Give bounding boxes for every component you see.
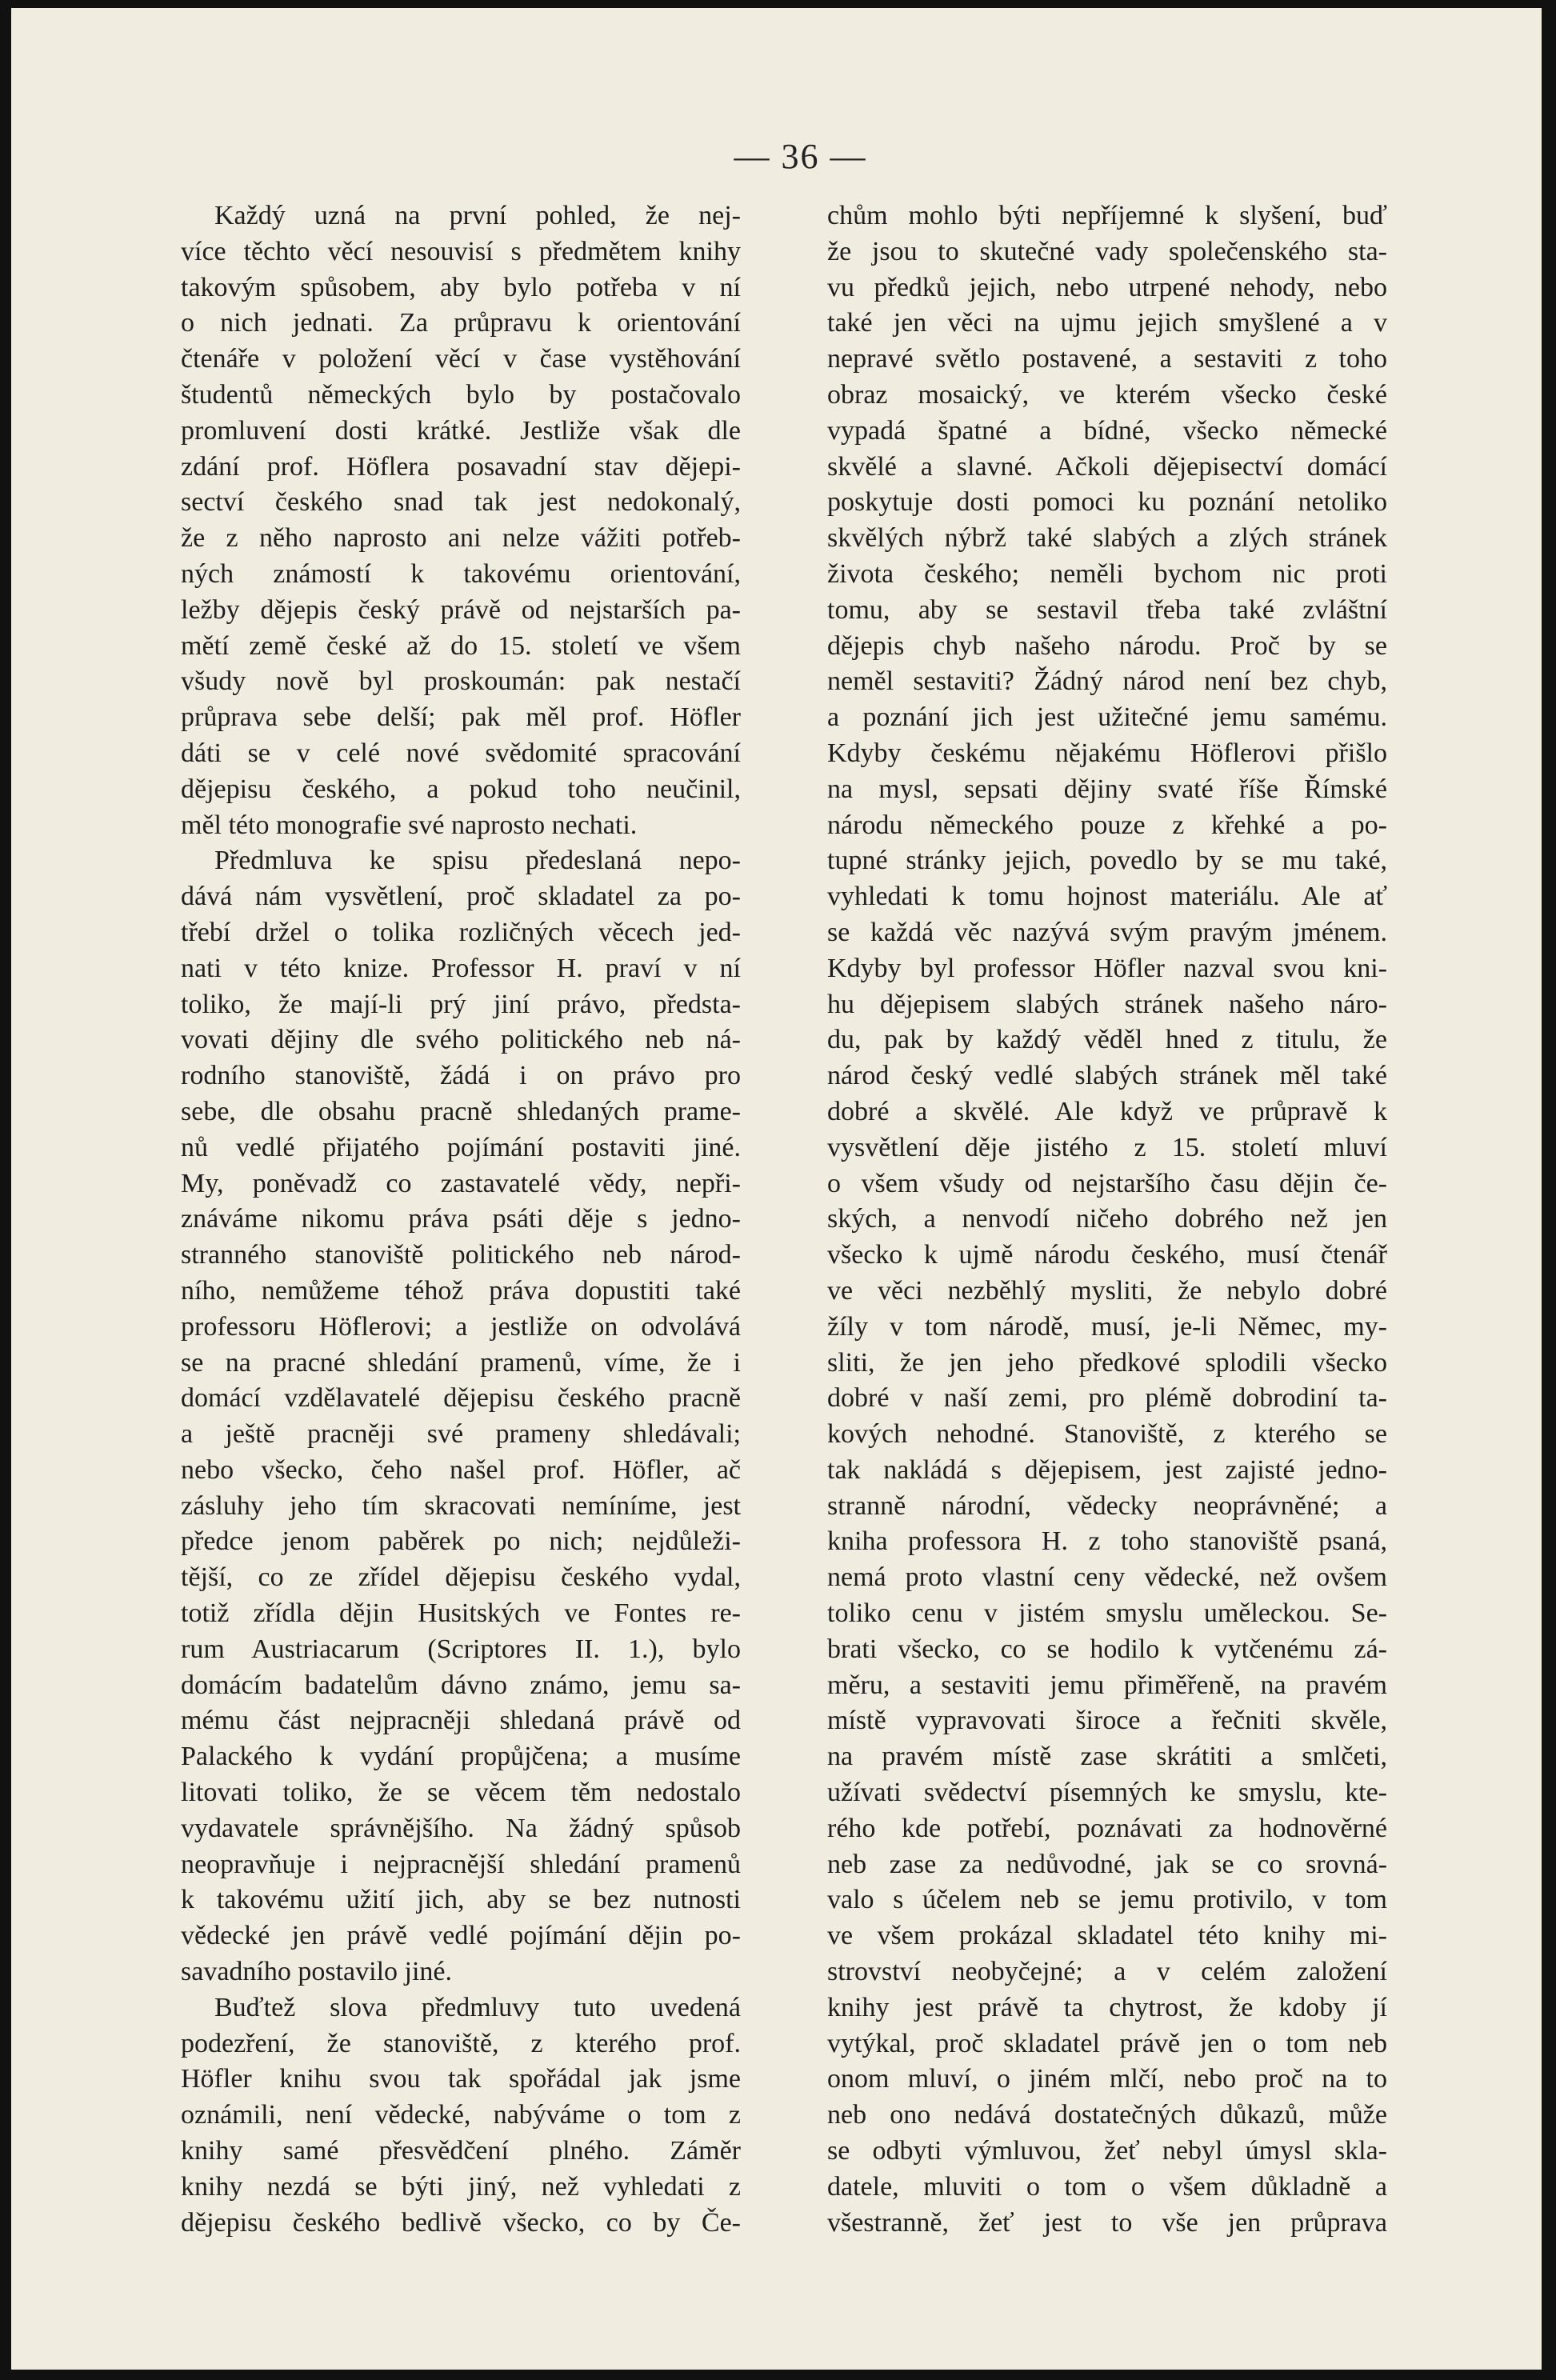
text-line: sebe, dle obsahu pracně shledaných prame- (181, 1096, 741, 1126)
text-line: rého kde potřebí, poznávati za hodnověrné (827, 1813, 1387, 1843)
text-line: brati všecko, co se hodilo k vytčenému zá- (827, 1634, 1387, 1664)
text-line: stranného stanoviště politického neb národ- (181, 1240, 741, 1270)
text-line: o všem všudy od nejstaršího času dějin če- (827, 1168, 1387, 1198)
text-line: průprava sebe delší; pak měl prof. Höfler (181, 702, 741, 733)
text-line: tější, co ze zřídel dějepisu českého vydal, (181, 1562, 741, 1593)
text-line: skvělé a slavné. Ačkoli dějepisectví domácí (827, 451, 1387, 482)
text-line: vysvětlení děje jistého z 15. století mluví (827, 1132, 1387, 1162)
text-line: domácím badatelům dávno známo, jemu sa- (181, 1670, 741, 1700)
text-line: žíly v tom národě, musí, je-li Němec, my- (827, 1311, 1387, 1342)
text-line: ve všem prokázal skladatel této knihy mi- (827, 1921, 1387, 1951)
text-line: oznámili, není vědecké, nabýváme o tom z (181, 2100, 741, 2130)
text-line: rodního stanoviště, žádá i on právo pro (181, 1061, 741, 1091)
text-line: že jsou to skutečné vady společenského sta- (827, 236, 1387, 266)
text-line: k takovému užití jich, aby se bez nutnosti (181, 1885, 741, 1915)
text-line: poskytuje dosti pomoci ku poznání netoliko (827, 487, 1387, 518)
text-line: Palackého k vydání propůjčena; a musíme (181, 1742, 741, 1772)
text-line: Každý uzná na první pohled, že nej- (214, 201, 741, 230)
text-line: ských, a nenvodí ničeho dobrého než jen (827, 1204, 1387, 1234)
text-line: zásluhy jeho tím skracovati nemíníme, jest (181, 1490, 741, 1521)
text-line: také jen věci na ujmu jejich smyšlené a v (827, 308, 1387, 338)
text-line: toliko cenu v jistém smyslu uměleckou. Se- (827, 1598, 1387, 1629)
text-line: totiž zřídla dějin Husitských ve Fontes re- (181, 1598, 741, 1629)
text-line: více těchto věcí nesouvisí s předmětem knihy (181, 236, 741, 266)
text-line: ve věci nezběhlý mysliti, že nebylo dobré (827, 1275, 1387, 1306)
text-line: strovství neobyčejné; a v celém založení (827, 1957, 1387, 1987)
text-line: předce jenom paběrek po nich; nejdůleži- (181, 1526, 741, 1557)
text-line: neb zase za nedůvodné, jak se co srovná- (827, 1849, 1387, 1879)
text-line: nebo všecko, čeho našel prof. Höfler, ač (181, 1454, 741, 1485)
text-line: onom mluví, o jiném mlčí, nebo proč na to (827, 2064, 1387, 2094)
text-line: My, poněvadž co zastavatelé vědy, nepři- (181, 1168, 741, 1198)
text-line: a ještě pracněji své prameny shledávali; (181, 1419, 741, 1450)
text-line: všecko k ujmě národu českého, musí čtenář (827, 1240, 1387, 1270)
text-line: dává nám vysvětlení, proč skladatel za po- (181, 882, 741, 912)
text-line: professoru Höflerovi; a jestliže on odvolává (181, 1311, 741, 1342)
text-line: Kdyby českému nějakému Höflerovi přišlo (827, 738, 1387, 768)
text-line: podezření, že stanoviště, z kterého prof. (181, 2028, 741, 2058)
text-line: vu předků jejich, nebo utrpené nehody, nebo (827, 272, 1387, 302)
text-line: se odbyti výmluvou, žeť nebyl úmysl skla- (827, 2136, 1387, 2166)
text-line: měl této monografie své naprosto nechati. (181, 810, 638, 840)
text-line: života českého; neměli bychom nic proti (827, 558, 1387, 589)
text-line: nemá proto vlastní ceny vědecké, než ovšem (827, 1562, 1387, 1593)
text-line: du, pak by každý věděl hned z titulu, že (827, 1025, 1387, 1055)
text-line: kových nehodné. Stanoviště, z kterého se (827, 1419, 1387, 1450)
text-line: ných známostí k takovému orientování, (181, 558, 741, 589)
text-line: obraz mosaický, ve kterém všecko české (827, 379, 1387, 410)
text-line: dáti se v celé nové svědomité spracování (181, 738, 741, 768)
text-line: národ český vedlé slabých stránek měl také (827, 1061, 1387, 1091)
text-line: skvělých nýbrž také slabých a zlých stránek (827, 523, 1387, 554)
text-line: že z něho naprosto ani nelze vážiti potřeb- (181, 523, 741, 554)
right-column (827, 198, 1387, 2241)
left-column (181, 198, 741, 2241)
text-line: chům mohlo býti nepříjemné k slyšení, buď (827, 201, 1387, 230)
text-line: knihy nezdá se býti jiný, než vyhledati z (181, 2171, 741, 2202)
text-line: národu německého pouze z křehké a po- (827, 810, 1387, 840)
text-line: znáváme nikomu práva psáti děje s jedno- (181, 1204, 741, 1234)
text-line: knihy samé přesvědčení plného. Záměr (181, 2136, 741, 2166)
text-line: na pravém místě zase skrátiti a smlčeti, (827, 1742, 1387, 1772)
text-line: knihy jest právě ta chytrost, že kdoby jí (827, 1992, 1387, 2022)
text-line: zdání prof. Höflera posavadní stav dějepi- (181, 451, 741, 482)
text-line: dobré a skvělé. Ale když ve průpravě k (827, 1096, 1387, 1126)
text-line: ležby dějepis český právě od nejstarších pa- (181, 594, 741, 625)
text-line: dějepisu českého, a pokud toho neučinil, (181, 774, 741, 804)
text-line: tak nakládá s dějepisem, jest zajisté jedno- (827, 1454, 1387, 1485)
text-line: kniha professora H. z toho stanoviště psaná, (827, 1526, 1387, 1557)
text-line: vovati dějiny dle svého politického neb ná- (181, 1025, 741, 1055)
text-line: užívati svědectví písemných ke smyslu, kte- (827, 1778, 1387, 1808)
text-line: neopravňuje i nejpracnější shledání pramenů (181, 1849, 741, 1879)
text-line: Předmluva ke spisu předeslaná nepo- (214, 846, 741, 876)
text-line: nepravé světlo postavené, a sestaviti z toho (827, 344, 1387, 374)
text-line: vědecké jen právě vedlé pojímání dějin po- (181, 1921, 741, 1951)
text-line: neměl sestaviti? Žádný národ není bez chyb, (827, 666, 1387, 697)
text-line: litovati toliko, že se věcem těm nedostalo (181, 1778, 741, 1808)
text-line: tupné stránky jejich, povedlo by se mu také, (827, 846, 1387, 876)
text-line: místě vypravovati široce a řečniti skvěle, (827, 1706, 1387, 1736)
text-line: sectví českého snad tak jest nedokonalý, (181, 487, 741, 518)
text-line: datele, mluviti o tom o všem důkladně a (827, 2171, 1387, 2202)
text-line: rum Austriacarum (Scriptores II. 1.), bylo (181, 1634, 741, 1664)
text-line: vyhledati k tomu hojnost materiálu. Ale ať (827, 882, 1387, 912)
text-line: měru, a sestaviti jemu přiměřeně, na pravém (827, 1670, 1387, 1700)
text-line: savadního postavilo jiné. (181, 1957, 453, 1987)
text-line: dobré v naší zemi, pro plémě dobrodiní ta- (827, 1383, 1387, 1414)
text-line: promluvení dosti krátké. Jestliže však dle (181, 415, 741, 446)
text-line: vypadá špatné a bídné, všecko německé (827, 415, 1387, 446)
text-line: nati v této knize. Professor H. praví v ní (181, 953, 741, 983)
text-line: takovým spůsobem, aby bylo potřeba v ní (181, 272, 741, 302)
text-line: o nich jednati. Za průpravu k orientování (181, 308, 741, 338)
book-page (11, 8, 1542, 2370)
text-line: vytýkal, proč skladatel právě jen o tom neb (827, 2028, 1387, 2058)
text-line: čtenáře v položení věcí v čase vystěhování (181, 344, 741, 374)
text-line: Höfler knihu svou tak spořádal jak jsme (181, 2064, 741, 2094)
text-line: ního, nemůžeme téhož práva dopustiti také (181, 1275, 741, 1306)
text-line: sliti, že jen jeho předkové splodili všecko (827, 1347, 1387, 1378)
text-line: všudy nově byl proskoumán: pak nestačí (181, 666, 741, 697)
text-line: na mysl, sepsati dějiny svaté říše Římské (827, 774, 1387, 804)
text-line: domácí vzdělavatelé dějepisu českého pracně (181, 1383, 741, 1414)
text-line: nů vedlé přijatého pojímání postaviti jiné. (181, 1132, 741, 1162)
text-line: tomu, aby se sestavil třeba také zvláštní (827, 594, 1387, 625)
text-line: toliko, že mají-li prý jiní právo, předsta- (181, 989, 741, 1019)
text-line: Kdyby byl professor Höfler nazval svou kni- (827, 953, 1387, 983)
text-line: študentů německých bylo by postačovalo (181, 379, 741, 410)
text-line: a poznání jich jest užitečné jemu samému. (827, 702, 1387, 733)
text-line: mětí země české až do 15. století ve všem (181, 630, 741, 661)
text-line: neb ono nedává dostatečných důkazů, může (827, 2100, 1387, 2130)
text-line: vydavatele správnějšího. Na žádný spůsob (181, 1813, 741, 1843)
text-line: třebí držel o tolika rozličných věcech jed- (181, 917, 741, 947)
text-line: mému část nejpracněji shledaná právě od (181, 1706, 741, 1736)
text-line: se na pracné shledání pramenů, víme, že i (181, 1347, 741, 1378)
text-line: hu dějepisem slabých stránek našeho náro- (827, 989, 1387, 1019)
text-line: valo s účelem neb se jemu protivilo, v tom (827, 1885, 1387, 1915)
text-line: stranně národní, vědecky neoprávněné; a (827, 1490, 1387, 1521)
text-line: všestranně, žeť jest to vše jen průprava (827, 2207, 1387, 2238)
text-line: dějepisu českého bedlivě všecko, co by Če- (181, 2207, 741, 2238)
text-line: dějepis chyb našeho národu. Proč by se (827, 630, 1387, 661)
text-line: Buďtež slova předmluvy tuto uvedená (214, 1992, 741, 2022)
page-number: — 36 — (734, 137, 867, 176)
text-line: se každá věc nazývá svým pravým jménem. (827, 917, 1387, 947)
